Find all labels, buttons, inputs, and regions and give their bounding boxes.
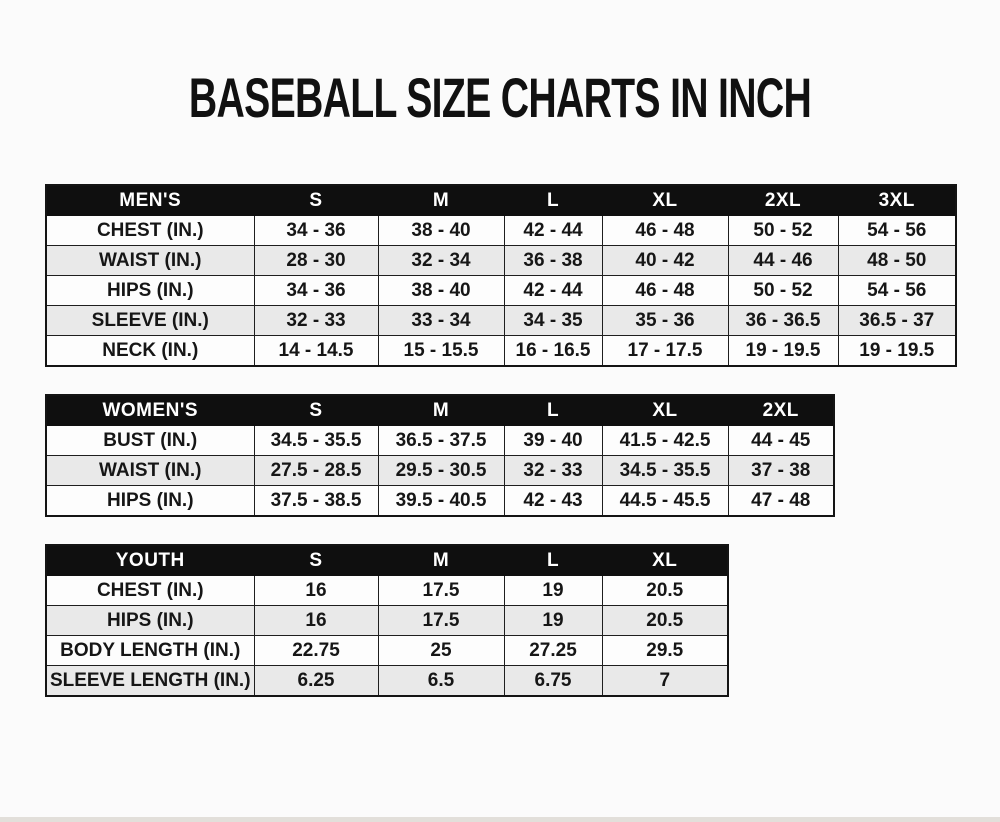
- womens-col-header-xl: XL: [602, 395, 728, 426]
- size-value-cell: 17.5: [378, 606, 504, 636]
- youth-table-row: [46, 606, 728, 636]
- size-value-cell: 6.5: [378, 666, 504, 697]
- row-label: BODY LENGTH (IN.): [46, 636, 254, 666]
- womens-table-row: [46, 486, 834, 517]
- page-title: BASEBALL SIZE CHARTS IN INCH: [188, 66, 812, 129]
- row-label: SLEEVE (IN.): [46, 306, 254, 336]
- size-value-cell: 38 - 40: [378, 276, 504, 306]
- size-value-cell: 47 - 48: [728, 486, 834, 517]
- youth-table-row: [46, 636, 728, 666]
- womens-col-header-m: M: [378, 395, 504, 426]
- size-value-cell: 19: [504, 606, 602, 636]
- row-label: WAIST (IN.): [46, 456, 254, 486]
- womens-col-header-2xl: 2XL: [728, 395, 834, 426]
- row-label: CHEST (IN.): [46, 576, 254, 606]
- womens-table-title: WOMEN'S: [46, 395, 254, 426]
- mens-col-header-xl: XL: [602, 185, 728, 216]
- size-value-cell: 29.5: [602, 636, 728, 666]
- size-value-cell: 34.5 - 35.5: [254, 426, 378, 456]
- mens-header-row: [46, 185, 956, 216]
- size-value-cell: 54 - 56: [838, 276, 956, 306]
- size-value-cell: 42 - 44: [504, 276, 602, 306]
- size-value-cell: 27.5 - 28.5: [254, 456, 378, 486]
- size-value-cell: 39.5 - 40.5: [378, 486, 504, 517]
- size-value-cell: 44 - 46: [728, 246, 838, 276]
- size-value-cell: 33 - 34: [378, 306, 504, 336]
- tables-container: [0, 184, 1000, 697]
- size-value-cell: 34.5 - 35.5: [602, 456, 728, 486]
- mens-col-header-l: L: [504, 185, 602, 216]
- size-value-cell: 34 - 36: [254, 276, 378, 306]
- size-value-cell: 37.5 - 38.5: [254, 486, 378, 517]
- mens-table-row: [46, 216, 956, 246]
- youth-table-row: [46, 576, 728, 606]
- size-value-cell: 36.5 - 37: [838, 306, 956, 336]
- mens-col-header-3xl: 3XL: [838, 185, 956, 216]
- size-value-cell: 16: [254, 576, 378, 606]
- mens-col-header-s: S: [254, 185, 378, 216]
- size-value-cell: 42 - 43: [504, 486, 602, 517]
- size-value-cell: 44 - 45: [728, 426, 834, 456]
- mens-size-table: [45, 184, 957, 367]
- size-value-cell: 34 - 35: [504, 306, 602, 336]
- mens-table-row: [46, 306, 956, 336]
- row-label: SLEEVE LENGTH (IN.): [46, 666, 254, 697]
- size-value-cell: 32 - 34: [378, 246, 504, 276]
- mens-table-row: [46, 246, 956, 276]
- bottom-edge-artifact: [0, 817, 1000, 822]
- mens-col-header-m: M: [378, 185, 504, 216]
- size-value-cell: 38 - 40: [378, 216, 504, 246]
- size-value-cell: 6.25: [254, 666, 378, 697]
- size-value-cell: 14 - 14.5: [254, 336, 378, 367]
- size-value-cell: 40 - 42: [602, 246, 728, 276]
- size-value-cell: 46 - 48: [602, 216, 728, 246]
- size-value-cell: 32 - 33: [254, 306, 378, 336]
- womens-header-row: [46, 395, 834, 426]
- size-value-cell: 54 - 56: [838, 216, 956, 246]
- size-value-cell: 42 - 44: [504, 216, 602, 246]
- youth-col-header-s: S: [254, 545, 378, 576]
- youth-header-row: [46, 545, 728, 576]
- size-value-cell: 39 - 40: [504, 426, 602, 456]
- size-value-cell: 20.5: [602, 606, 728, 636]
- size-value-cell: 50 - 52: [728, 216, 838, 246]
- size-value-cell: 50 - 52: [728, 276, 838, 306]
- size-value-cell: 16: [254, 606, 378, 636]
- size-value-cell: 25: [378, 636, 504, 666]
- size-chart-page: [0, 66, 1000, 697]
- row-label: HIPS (IN.): [46, 486, 254, 517]
- row-label: WAIST (IN.): [46, 246, 254, 276]
- size-value-cell: 17 - 17.5: [602, 336, 728, 367]
- size-value-cell: 35 - 36: [602, 306, 728, 336]
- youth-table-title: YOUTH: [46, 545, 254, 576]
- womens-col-header-s: S: [254, 395, 378, 426]
- size-value-cell: 46 - 48: [602, 276, 728, 306]
- size-value-cell: 36 - 36.5: [728, 306, 838, 336]
- size-value-cell: 44.5 - 45.5: [602, 486, 728, 517]
- size-value-cell: 19 - 19.5: [838, 336, 956, 367]
- youth-col-header-xl: XL: [602, 545, 728, 576]
- size-value-cell: 34 - 36: [254, 216, 378, 246]
- size-value-cell: 19 - 19.5: [728, 336, 838, 367]
- womens-table-row: [46, 456, 834, 486]
- row-label: CHEST (IN.): [46, 216, 254, 246]
- size-value-cell: 22.75: [254, 636, 378, 666]
- size-value-cell: 37 - 38: [728, 456, 834, 486]
- size-value-cell: 6.75: [504, 666, 602, 697]
- mens-col-header-2xl: 2XL: [728, 185, 838, 216]
- size-value-cell: 20.5: [602, 576, 728, 606]
- youth-col-header-m: M: [378, 545, 504, 576]
- size-value-cell: 36 - 38: [504, 246, 602, 276]
- size-value-cell: 27.25: [504, 636, 602, 666]
- mens-table-row: [46, 336, 956, 367]
- youth-table-row: [46, 666, 728, 697]
- size-value-cell: 48 - 50: [838, 246, 956, 276]
- size-value-cell: 19: [504, 576, 602, 606]
- womens-table-row: [46, 426, 834, 456]
- size-value-cell: 7: [602, 666, 728, 697]
- size-value-cell: 36.5 - 37.5: [378, 426, 504, 456]
- youth-size-table: [45, 544, 729, 697]
- size-value-cell: 28 - 30: [254, 246, 378, 276]
- size-value-cell: 16 - 16.5: [504, 336, 602, 367]
- size-value-cell: 17.5: [378, 576, 504, 606]
- youth-col-header-l: L: [504, 545, 602, 576]
- size-value-cell: 15 - 15.5: [378, 336, 504, 367]
- size-value-cell: 41.5 - 42.5: [602, 426, 728, 456]
- row-label: HIPS (IN.): [46, 606, 254, 636]
- row-label: BUST (IN.): [46, 426, 254, 456]
- womens-col-header-l: L: [504, 395, 602, 426]
- mens-table-title: MEN'S: [46, 185, 254, 216]
- size-value-cell: 32 - 33: [504, 456, 602, 486]
- mens-table-row: [46, 276, 956, 306]
- size-value-cell: 29.5 - 30.5: [378, 456, 504, 486]
- womens-size-table: [45, 394, 835, 517]
- row-label: NECK (IN.): [46, 336, 254, 367]
- row-label: HIPS (IN.): [46, 276, 254, 306]
